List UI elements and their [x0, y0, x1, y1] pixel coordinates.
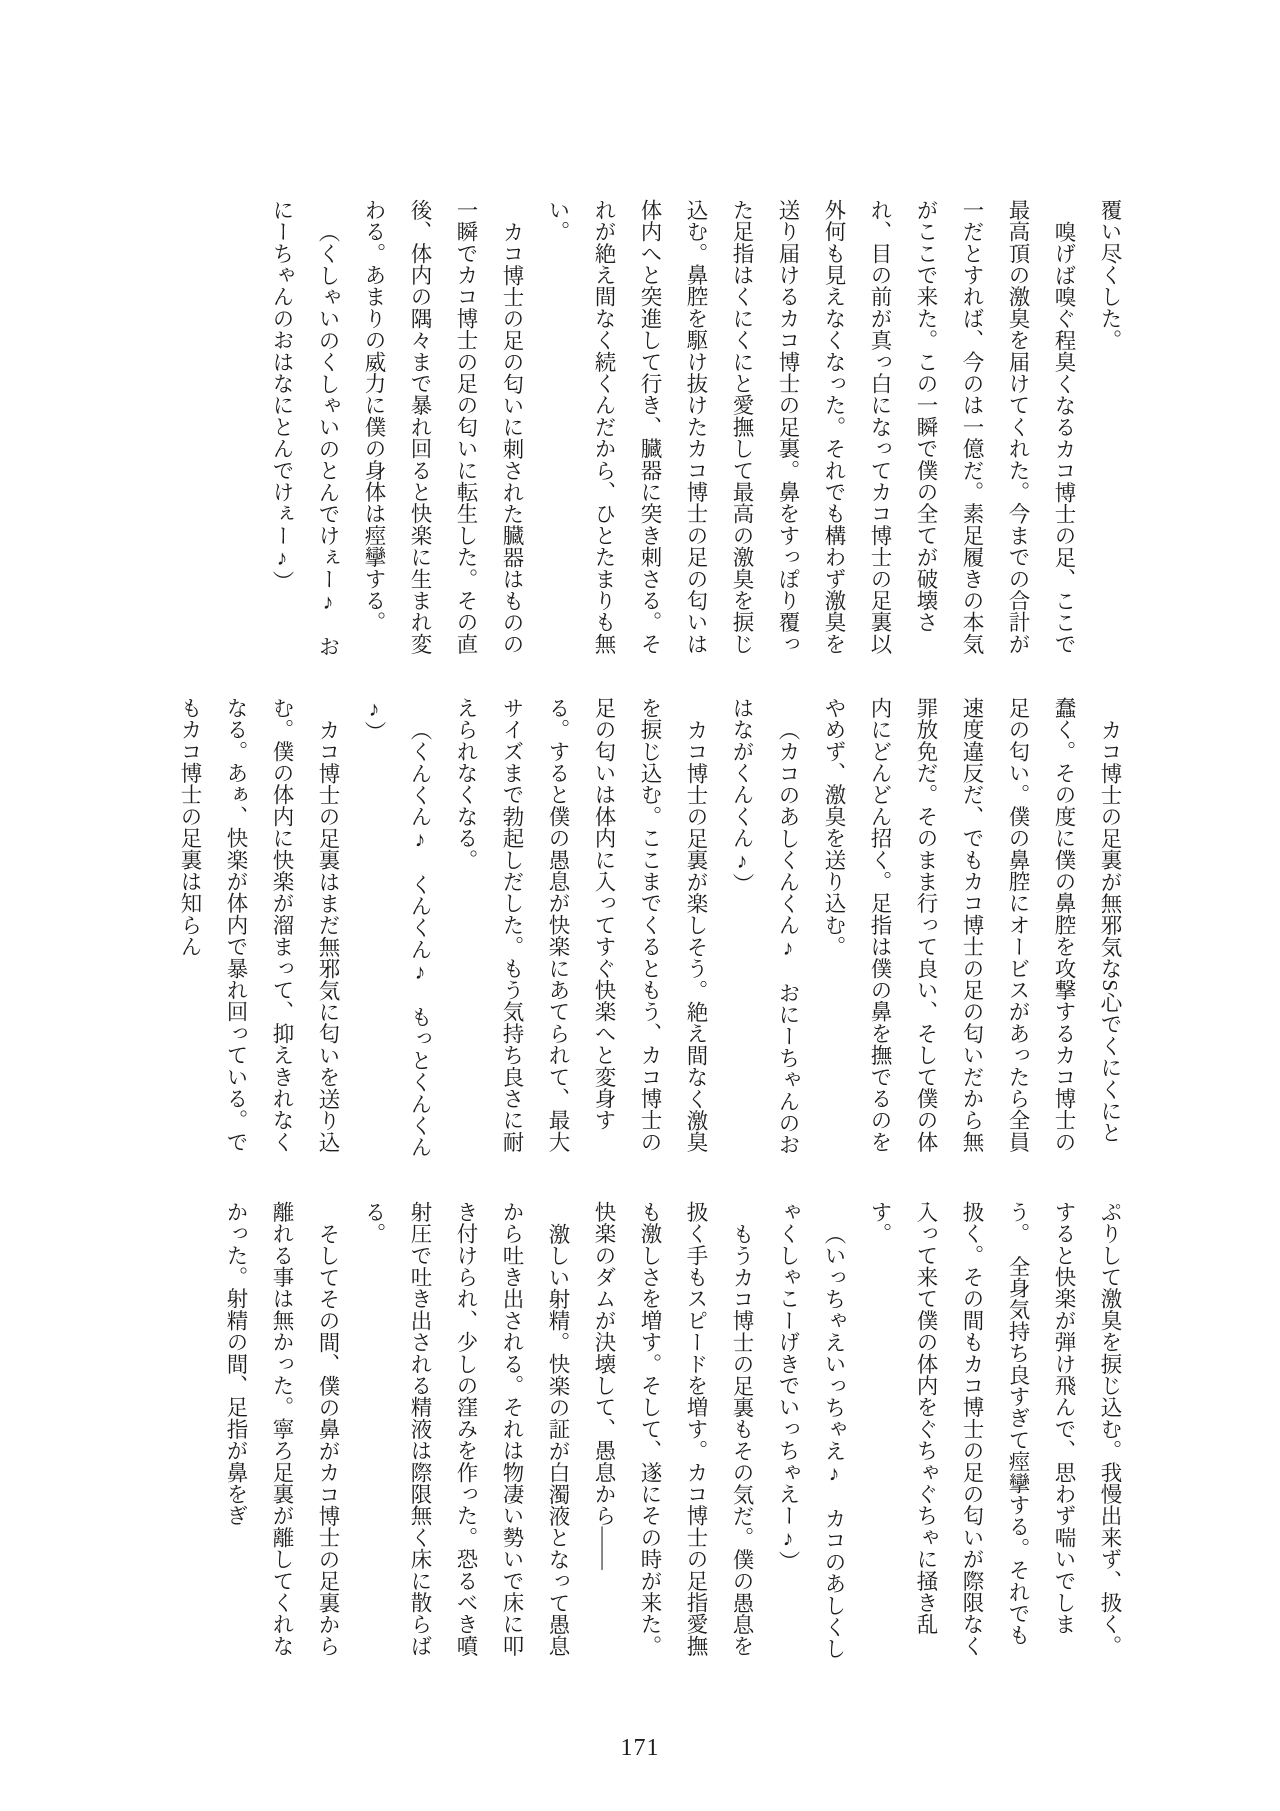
paragraph: カコ博士の足裏はまだ無邪気に匂いを送り込む。僕の体内に快楽が溜まって、抑えきれなくなる。あぁ、快楽が体内で暴れ回っている。でもカコ博士の足裏は知らん	[178, 697, 340, 1153]
paragraph: （くんくん♪ くんくん♪ もっとくんくん♪）	[362, 697, 432, 1158]
text-band-middle	[167, 697, 1133, 1159]
paragraph: （いっちゃえいっちゃえ♪ カコのあしくしゃくしゃこーげきでいっちゃえー♪）	[776, 1201, 846, 1659]
paragraph: カコ博士の足裏が楽しそう。絶え間なく激臭を捩じ込む。ここまでくるともう、カコ博士の足の匂いは体内に入ってすぐ快楽へと変身する。すると僕の愚息が快楽にあてられて、最大サイズまで勃起しだした。もう気持ち良さに耐えられなくなる。	[454, 697, 708, 1153]
paragraph: カコ博士の足の匂いに刺された臓器はものの一瞬でカコ博士の足の匂いに転生した。その直後、体内の隅々まで暴れ回ると快楽に生まれ変わる。あまりの威力に僕の身体は痙攣する。	[362, 199, 524, 655]
paragraph: ぷりして激臭を捩じ込む。我慢出来ず、扱く。すると快楽が弾け飛んで、思わず喘いでしまう。 全身気持ち良すぎて痙攣する。それでも扱く。その間もカコ博士の足の匂いが際限なく入って来て僕の体内をぐちゃぐちゃに掻き乱す。	[868, 1201, 1122, 1657]
paragraph: もうカコ博士の足裏もその気だ。僕の愚息を扱く手もスピードを増す。カコ博士の足指愛撫も激しさを増す。そして、遂にその時が来た。快楽のダムが決壊して、愚息から――	[592, 1201, 754, 1657]
paragraph: 激しい射精。快楽の証が白濁液となって愚息から吐き出される。それは物凄い勢いで床に叩き付けられ、少しの窪みを作った。恐るべき噴射圧で吐き出される精液は際限無く床に散らばる。	[362, 1201, 570, 1657]
paragraph: そしてその間、僕の鼻がカコ博士の足裏から離れる事は無かった。寧ろ足裏が離してくれなかった。射精の間、足指が鼻をぎ	[224, 1201, 340, 1657]
paragraph: カコ博士の足裏が無邪気なS心でくにくにと蠢く。その度に僕の鼻腔を攻撃するカコ博士の足の匂い。僕の鼻腔にオービスがあったら全員速度違反だ、でもカコ博士の足の匂いだから無罪放免だ。そのまま行って良い、そして僕の体内にどんどん招く。足指は僕の鼻を撫でるのをやめず、激臭を送り込む。	[822, 697, 1122, 1153]
paragraph: 覆い尽くした。	[1098, 199, 1122, 351]
paragraph: （くしゃいのくしゃいのとんでけぇー♪ おにーちゃんのおはなにとんでけぇー♪）	[270, 199, 340, 657]
paragraph: （カコのあしくんくん♪ おにーちゃんのおはながくんくん♪）	[730, 697, 800, 1155]
page-number: 171	[620, 1735, 660, 1761]
text-band-top	[259, 199, 1133, 661]
paragraph: 嗅げば嗅ぐ程臭くなるカコ博士の足、ここで最高頂の激臭を届けてくれた。今までの合計が一だとすれば、今のは一億だ。素足履きの本気がここで来た。この一瞬で僕の全てが破壊され、目の前が真っ白になってカコ博士の足裏以外何も見えなくなった。それでも構わず激臭を送り届けるカコ博士の足裏。鼻をすっぽり覆った足指はくにくにと愛撫して最高の激臭を捩じ込む。鼻腔を駆け抜けたカコ博士の足の匂いは体内へと突進して行き、臓器に突き刺さる。それが絶え間なく続くんだから、ひとたまりも無い。	[546, 199, 1076, 655]
text-band-bottom	[213, 1201, 1133, 1663]
